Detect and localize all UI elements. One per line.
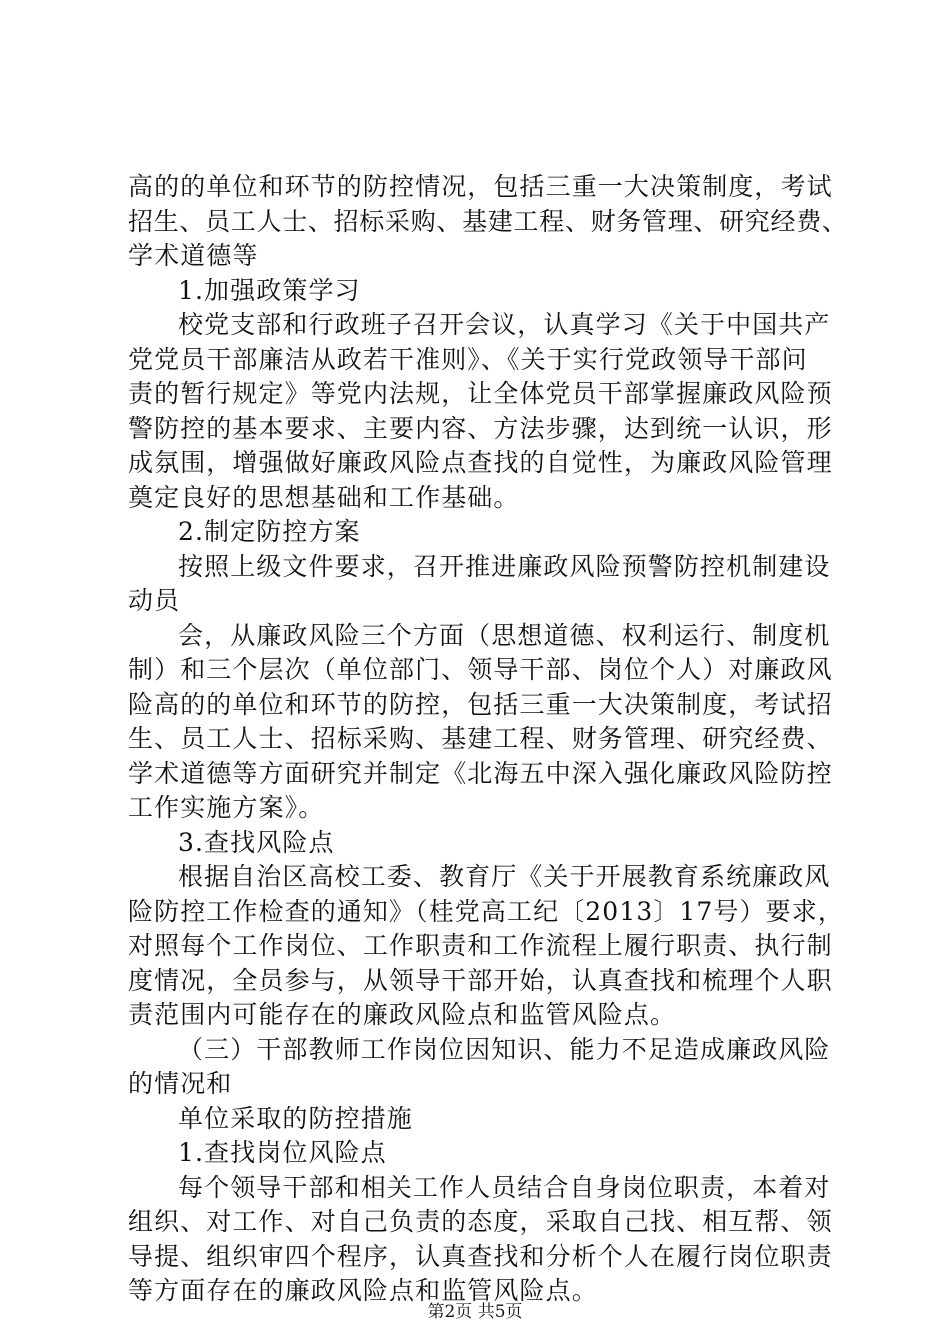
text-line: 对照每个工作岗位、工作职责和工作流程上履行职责、执行制 xyxy=(128,931,833,960)
document-body xyxy=(128,170,848,1309)
page-footer: 第2页 共5页 xyxy=(427,1302,523,1322)
text-line: 根据自治区高校工委、教育厅《关于开展教育系统廉政风 xyxy=(178,862,831,891)
text-line: 工作实施方案》。 xyxy=(128,793,325,822)
text-line: 生、员工人士、招标采购、基建工程、财务管理、研究经费、 xyxy=(128,724,833,753)
text-line: 招生、员工人士、招标采购、基建工程、财务管理、研究经费、 xyxy=(128,206,848,236)
text-line: 会，从廉政风险三个方面（思想道德、权利运行、制度机 xyxy=(178,620,831,650)
text-line: 单位采取的防控措施 xyxy=(178,1103,413,1133)
text-line: 险防控工作检查的通知》（桂党高工纪〔2013〕17号）要求， xyxy=(128,896,844,926)
text-line: 成氛围，增强做好廉政风险点查找的自觉性，为廉政风险管理 xyxy=(128,448,833,477)
text-line: 1.加强政策学习 xyxy=(178,275,361,305)
text-line: 导提、组织审四个程序，认真查找和分析个人在履行岗位职责 xyxy=(128,1241,833,1271)
text-line: 责的暂行规定》等党内法规，让全体党员干部掌握廉政风险预 xyxy=(128,379,833,408)
text-line: 学术道德等方面研究并制定《北海五中深入强化廉政风险防控 xyxy=(128,758,833,788)
text-line: 每个领导干部和相关工作人员结合自身岗位职责，本着对 xyxy=(178,1172,831,1202)
text-line: 2.制定防控方案 xyxy=(178,517,361,546)
text-line: 学术道德等 xyxy=(128,241,259,270)
text-line: 奠定良好的思想基础和工作基础。 xyxy=(128,482,520,512)
text-line: 责范围内可能存在的廉政风险点和监管风险点。 xyxy=(128,1000,677,1029)
text-line: 高的的单位和环节的防控情况，包括三重一大决策制度，考试 xyxy=(128,172,833,201)
text-line: 制）和三个层次（单位部门、领导干部、岗位个人）对廉政风 xyxy=(128,655,833,684)
text-line: 警防控的基本要求、主要内容、方法步骤，达到统一认识，形 xyxy=(128,413,833,443)
text-line: 度情况，全员参与，从领导干部开始，认真查找和梳理个人职 xyxy=(128,965,833,995)
text-line: 3.查找风险点 xyxy=(178,827,335,857)
text-line: （三）干部教师工作岗位因知识、能力不足造成廉政风险 xyxy=(178,1034,831,1064)
text-line: 按照上级文件要求，召开推进廉政风险预警防控机制建设 xyxy=(178,551,831,581)
text-line: 校党支部和行政班子召开会议，认真学习《关于中国共产 xyxy=(178,310,831,339)
text-line: 党党员干部廉洁从政若干准则》、《关于实行党政领导干部问 xyxy=(128,344,808,374)
text-line: 的情况和 xyxy=(128,1069,233,1098)
text-line: 险高的的单位和环节的防控，包括三重一大决策制度，考试招 xyxy=(128,689,833,719)
text-line: 等方面存在的廉政风险点和监管风险点。 xyxy=(128,1276,598,1305)
text-line: 动员 xyxy=(128,586,181,615)
text-line: 组织、对工作、对自己负责的态度，采取自己找、相互帮、领 xyxy=(128,1207,833,1236)
text-line: 1.查找岗位风险点 xyxy=(178,1138,387,1167)
